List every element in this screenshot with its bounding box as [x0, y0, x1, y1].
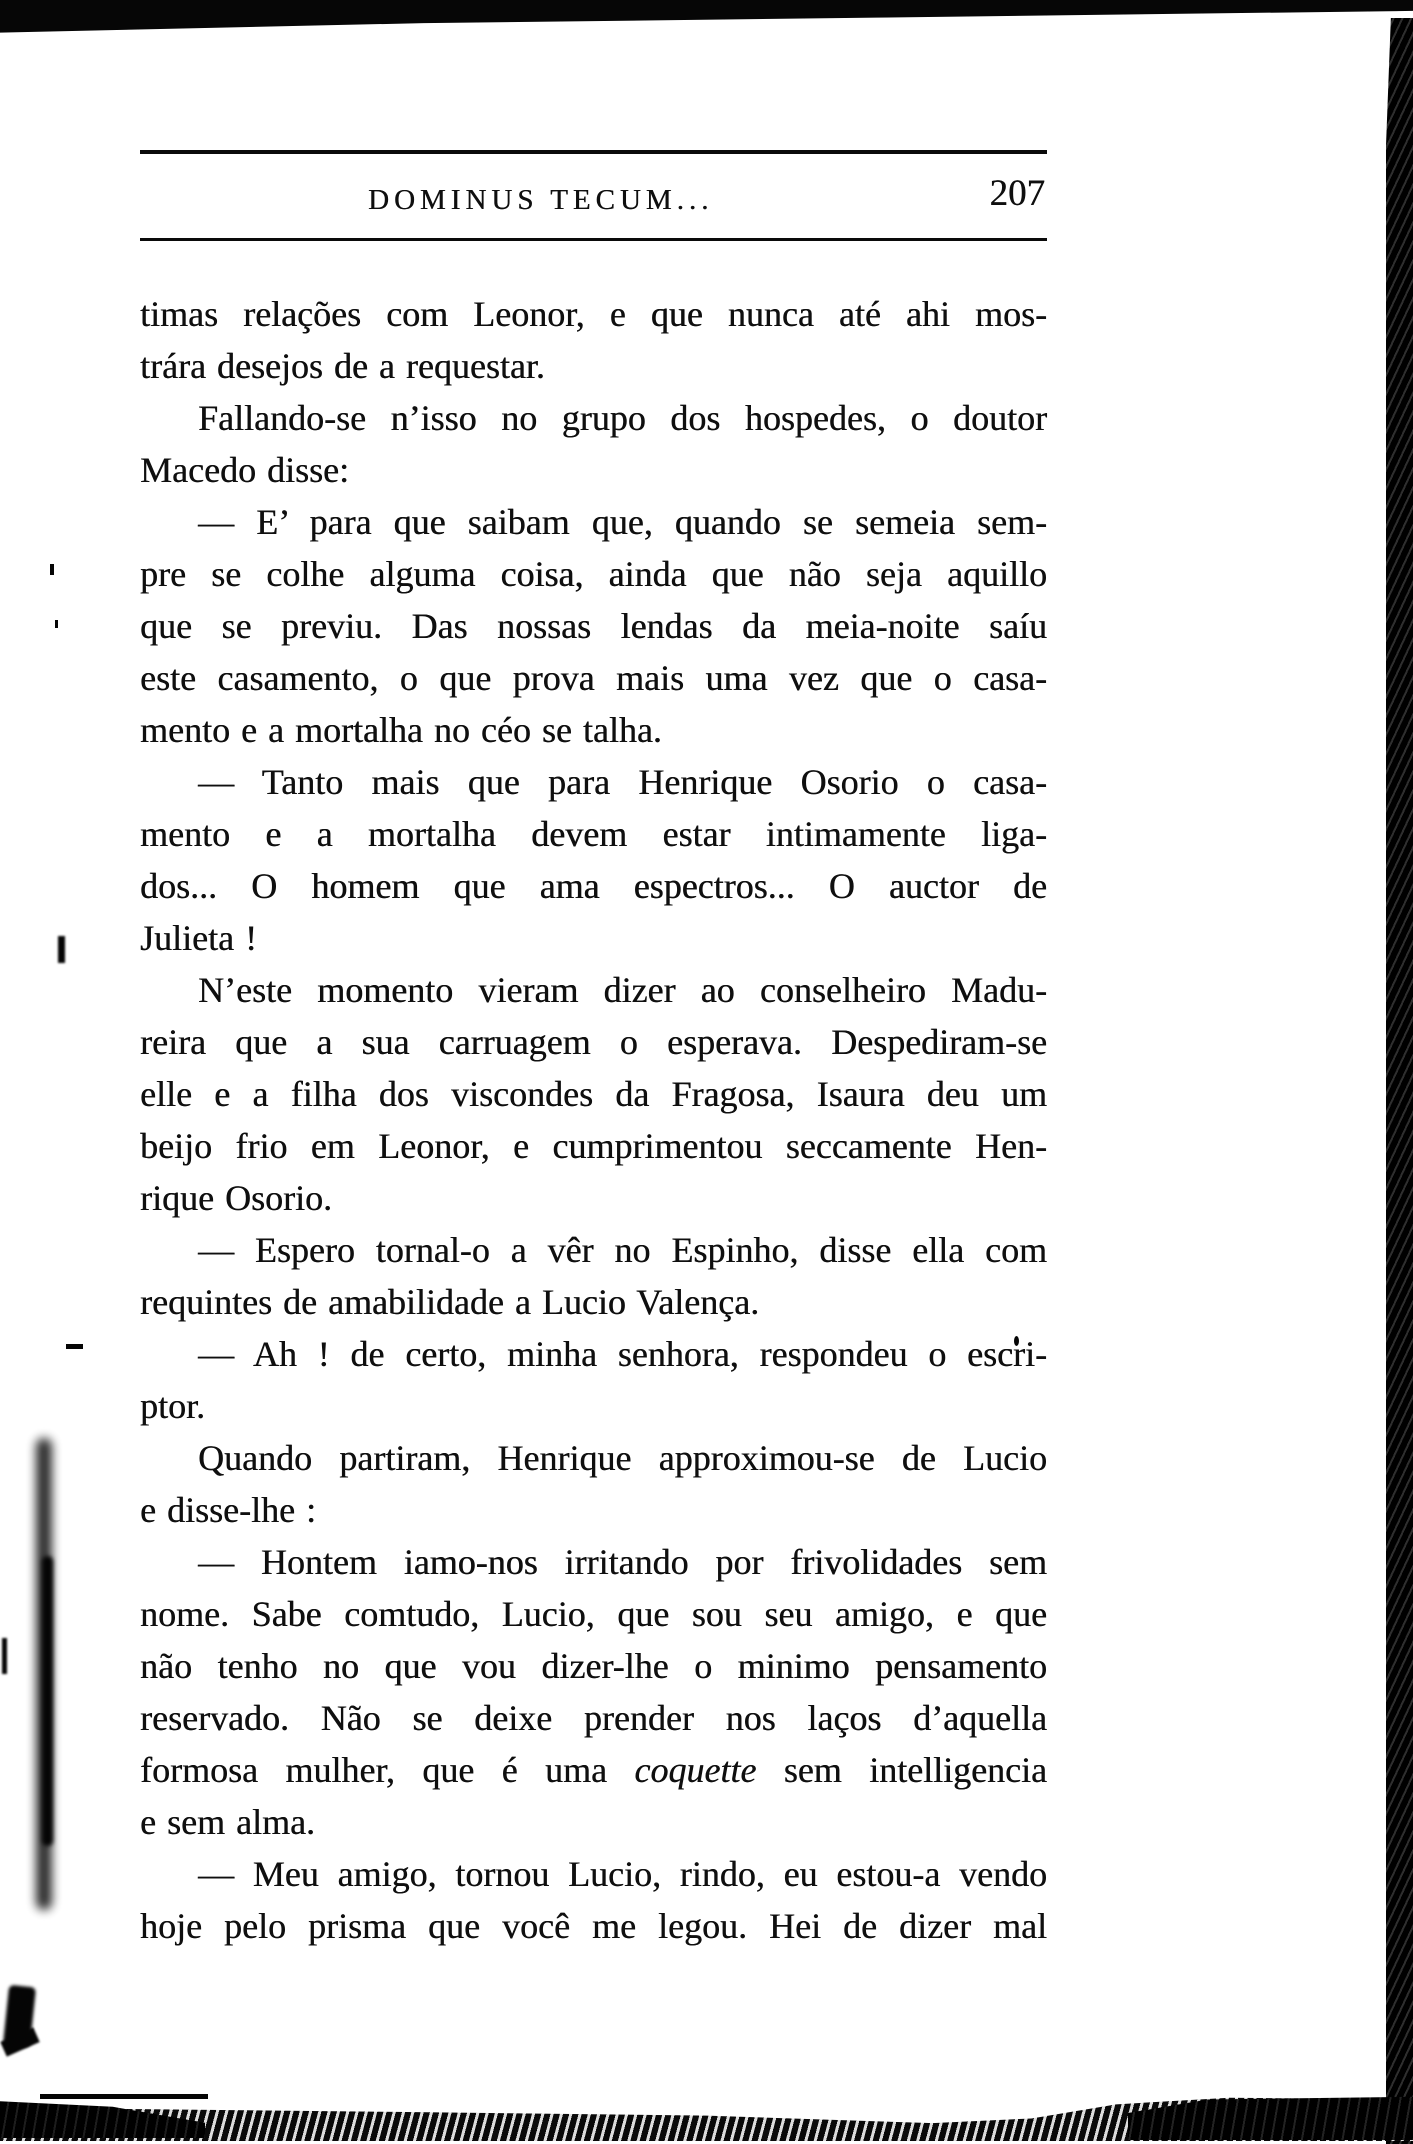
text-line: — Hontem iamo-nos irritando por frivolidades sem: [198, 1542, 1047, 1582]
page-number: 207: [989, 173, 1045, 214]
scan-bottom-edge-band-left: [0, 2098, 205, 2138]
text-line: mento e a mortalha devem estar intimamente liga-: [140, 814, 1047, 854]
text-line: que se previu. Das nossas lendas da meia-noite saíu: [140, 606, 1047, 646]
ink-smudge: [42, 1556, 53, 1846]
text-line: dos... O homem que ama espectros... O auctor de: [140, 866, 1047, 906]
paragraph: [140, 1848, 1047, 1952]
text-line: — Meu amigo, tornou Lucio, rindo, eu estou-a vendo: [198, 1854, 1047, 1894]
text-line: pre se colhe alguma coisa, ainda que não seja aquillo: [140, 554, 1047, 594]
paragraph: [140, 1224, 1047, 1328]
text-line: timas relações com Leonor, e que nunca até ahi mos-: [140, 294, 1047, 334]
running-header: [140, 168, 1047, 230]
text-line: nome. Sabe comtudo, Lucio, que sou seu amigo, e que: [140, 1594, 1047, 1634]
header-rule-top: [140, 150, 1047, 154]
text-line: formosa mulher, que é uma coquette sem intelligencia: [140, 1750, 1047, 1790]
scan-right-edge-band: [1386, 18, 1413, 2144]
text-line: mento e a mortalha no céo se talha.: [140, 710, 662, 750]
scan-top-edge-band: [0, 0, 1413, 34]
ink-speck: [2, 1638, 7, 1674]
text-line: trára desejos de a requestar.: [140, 346, 545, 386]
ink-speck: [58, 936, 65, 963]
scan-bottom-dash: [40, 2094, 208, 2099]
text-line: — E’ para que saibam que, quando se semeia sem-: [198, 502, 1047, 542]
paragraph: [140, 1536, 1047, 1848]
text-line: — Tanto mais que para Henrique Osorio o casa-: [198, 762, 1047, 802]
text-line: e sem alma.: [140, 1802, 315, 1842]
text-line: Fallando-se n’isso no grupo dos hospedes, o doutor: [198, 398, 1047, 438]
text-line: reservado. Não se deixe prender nos laços d’aquella: [140, 1698, 1047, 1738]
paragraph: [140, 392, 1047, 496]
text-line: Quando partiram, Henrique approximou-se de Lucio: [198, 1438, 1047, 1478]
running-header-title: DOMINUS TECUM...: [368, 184, 714, 216]
ink-speck: [55, 620, 58, 628]
ink-speck: [66, 1344, 83, 1349]
ink-speck: [50, 564, 54, 575]
text-line: hoje pelo prisma que você me legou. Hei de dizer mal: [140, 1906, 1047, 1946]
text-line: beijo frio em Leonor, e cumprimentou seccamente Hen-: [140, 1126, 1047, 1166]
text-line: Julieta !: [140, 918, 257, 958]
text-line: e disse-lhe :: [140, 1490, 316, 1530]
text-line: — Ah ! de certo, minha senhora, respondeu o escri-: [198, 1334, 1047, 1374]
text-line: rique Osorio.: [140, 1178, 332, 1218]
paragraph: [140, 288, 1047, 392]
text-line: Macedo disse:: [140, 450, 349, 490]
paragraph: [140, 1432, 1047, 1536]
text-line: não tenho no que vou dizer-lhe o minimo pensamento: [140, 1646, 1047, 1686]
paragraph: [140, 1328, 1047, 1432]
text-line: reira que a sua carruagem o esperava. Despediram-se: [140, 1022, 1047, 1062]
paragraph: [140, 756, 1047, 964]
text-line: N’este momento vieram dizer ao conselheiro Madu-: [198, 970, 1047, 1010]
header-rule-bottom: [140, 238, 1047, 241]
paragraph: [140, 496, 1047, 756]
page-body: [140, 288, 1047, 1952]
text-line: ptor.: [140, 1386, 206, 1426]
text-line: — Espero tornal-o a vêr no Espinho, disse ella com: [198, 1230, 1047, 1270]
text-line: requintes de amabilidade a Lucio Valença.: [140, 1282, 760, 1322]
paragraph: [140, 964, 1047, 1224]
text-line: elle e a filha dos viscondes da Fragosa, Isaura deu um: [140, 1074, 1047, 1114]
text-line: este casamento, o que prova mais uma vez que o casa-: [140, 658, 1047, 698]
